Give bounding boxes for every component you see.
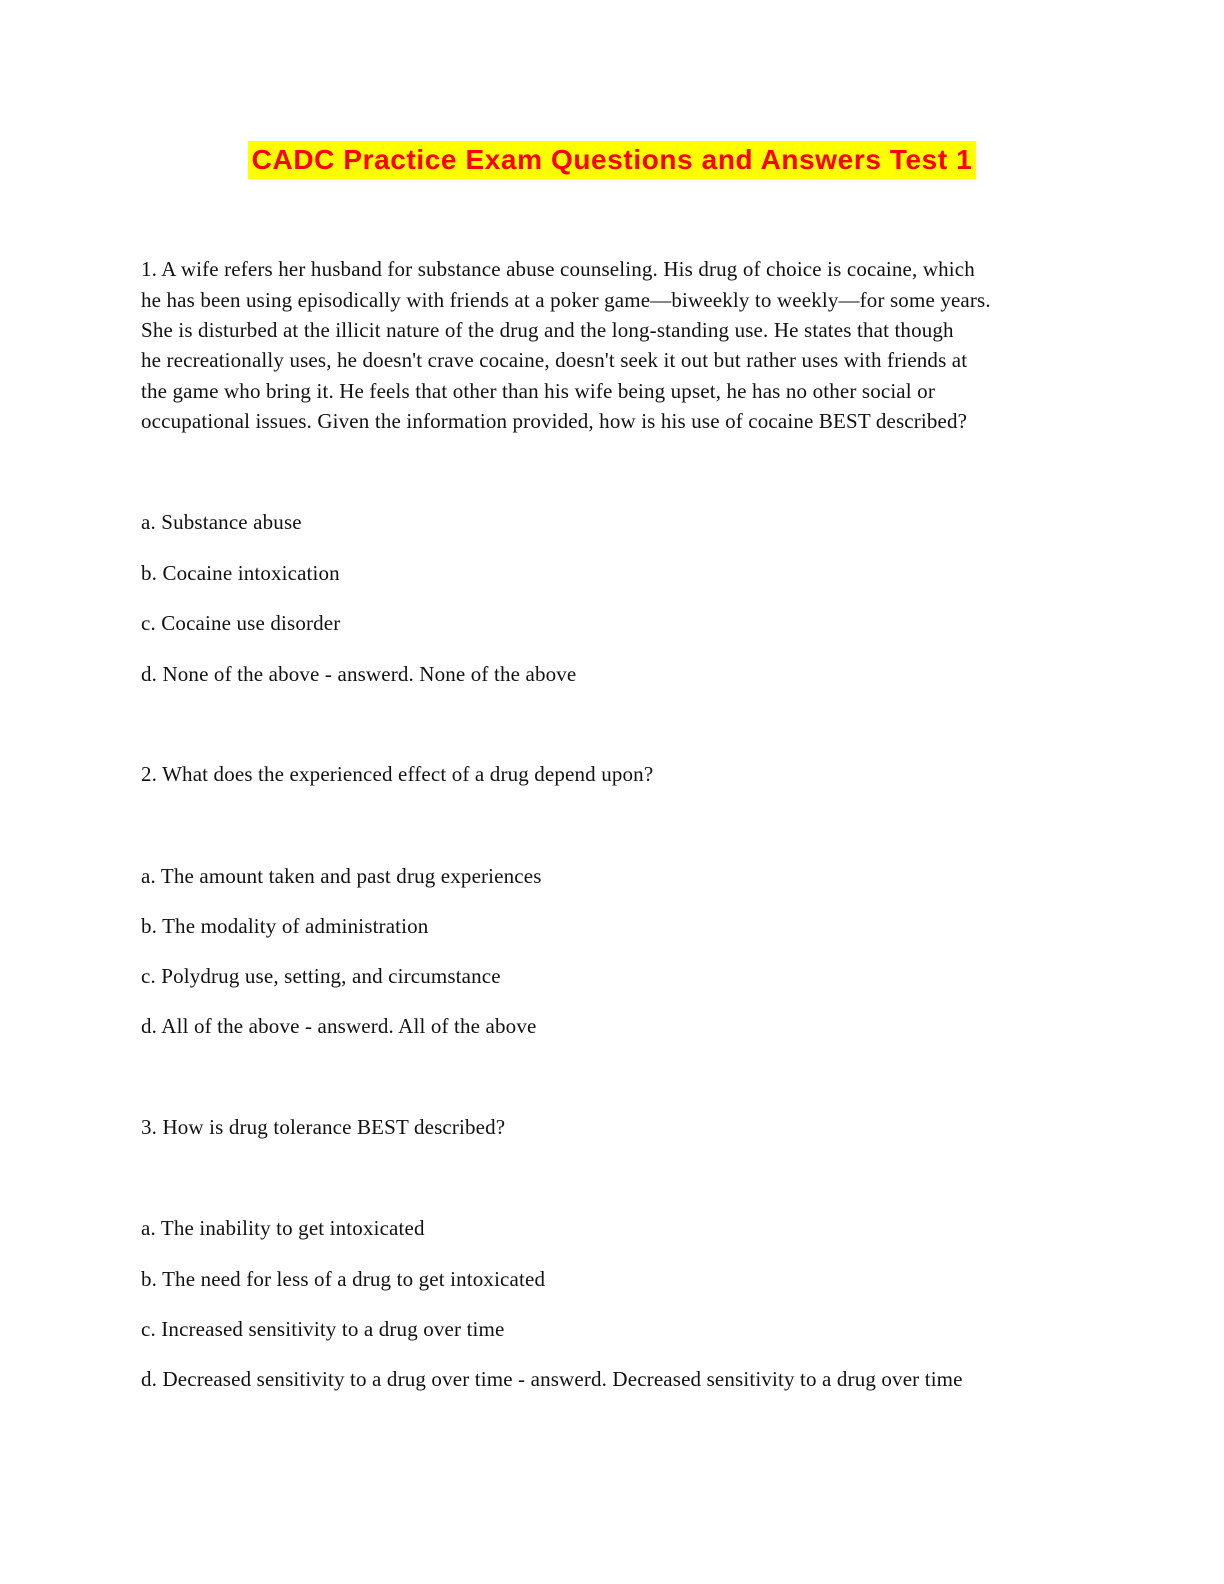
question-text-line: he recreationally uses, he doesn't crave cocaine, doesn't seek it out but rather uses with friends at (141, 348, 968, 372)
question-text-line: 2. What does the experienced effect of a drug depend upon? (141, 762, 654, 786)
answer-option: b. The modality of administration (141, 914, 429, 938)
document-title: CADC Practice Exam Questions and Answers Test 1 (248, 141, 977, 179)
question-text-line: She is disturbed at the illicit nature of the drug and the long-standing use. He states that though (141, 318, 954, 342)
question-text-line: occupational issues. Given the information provided, how is his use of cocaine BEST described? (141, 409, 968, 433)
answer-option: b. The need for less of a drug to get intoxicated (141, 1267, 546, 1291)
answer-option: b. Cocaine intoxication (141, 561, 340, 585)
answer-option: c. Cocaine use disorder (141, 611, 341, 635)
answer-option: c. Increased sensitivity to a drug over time (141, 1317, 505, 1341)
answer-option: a. The amount taken and past drug experiences (141, 864, 542, 888)
answer-option: d. Decreased sensitivity to a drug over time - answerd. Decreased sensitivity to a drug over time (141, 1367, 963, 1391)
answer-option: c. Polydrug use, setting, and circumstance (141, 964, 501, 988)
answer-option: a. Substance abuse (141, 510, 302, 534)
question-text-line: 1. A wife refers her husband for substance abuse counseling. His drug of choice is cocaine, which (141, 257, 975, 281)
answer-option: d. None of the above - answerd. None of the above (141, 662, 577, 686)
answer-option: a. The inability to get intoxicated (141, 1216, 425, 1240)
title-wrap (0, 141, 1224, 179)
question-text-line: 3. How is drug tolerance BEST described? (141, 1115, 506, 1139)
question-text-line: he has been using episodically with friends at a poker game—biweekly to weekly—for some years. (141, 288, 991, 312)
answer-option: d. All of the above - answerd. All of the above (141, 1014, 537, 1038)
question-text-line: the game who bring it. He feels that other than his wife being upset, he has no other social or (141, 379, 935, 403)
